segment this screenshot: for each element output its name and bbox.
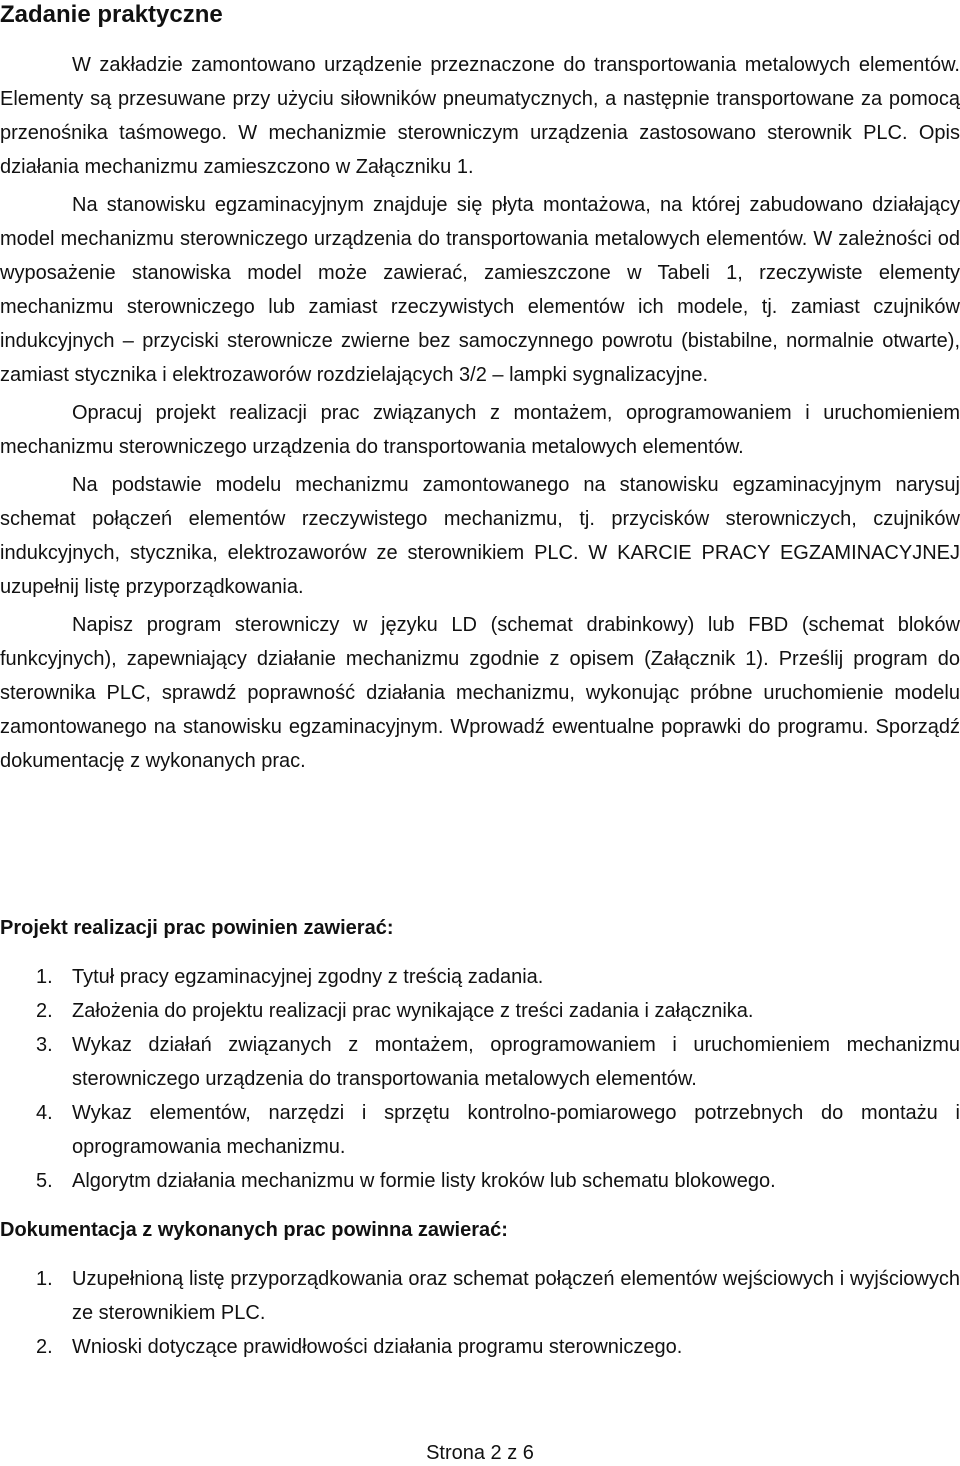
- list-number: 1.: [36, 1268, 53, 1290]
- list-text: Algorytm działania mechanizmu w formie listy kroków lub schematu blokowego.: [72, 1170, 776, 1192]
- paragraph-3: Opracuj projekt realizacji prac związanych z montażem, oprogramowaniem i uruchomieniem mechanizmu sterowniczego urządzenia do transportowania metalowych elementów.: [0, 402, 960, 458]
- list-number: 2.: [36, 1336, 53, 1358]
- list-item: [0, 1164, 960, 1198]
- list-text: Założenia do projektu realizacji prac wynikające z treści zadania i załącznika.: [72, 1000, 754, 1022]
- documentation-section-list: [0, 1262, 960, 1364]
- project-section-list: [0, 960, 960, 1198]
- list-number: 1.: [36, 966, 53, 988]
- task-description: [0, 48, 960, 782]
- project-section-title: Projekt realizacji prac powinien zawierać:: [0, 917, 394, 939]
- list-text: Wnioski dotyczące prawidłowości działania programu sterowniczego.: [72, 1336, 683, 1358]
- paragraph-4: Na podstawie modelu mechanizmu zamontowanego na stanowisku egzaminacyjnym narysuj schemat połączeń elementów rzeczywistego mechanizmu, tj. przycisków sterowniczych, czujników indukcyjnych, stycznika, elektrozaworów ze sterownikiem PLC. W KARCIE PRACY EGZAMINACYJNEJ uzupełnij listę przyporządkowania.: [0, 474, 960, 598]
- paragraph-5: Napisz program sterowniczy w języku LD (schemat drabinkowy) lub FBD (schemat bloków funkcyjnych), zapewniający działanie mechanizmu zgodnie z opisem (Załącznik 1). Prześlij program do sterownika PLC, sprawdź poprawność działania mechanizmu, wykonując próbne uruchomienie modelu zamontowanego na stanowisku egzaminacyjnym. Wprowadź ewentualne poprawki do programu. Sporządź dokumentację z wykonanych prac.: [0, 614, 960, 772]
- list-item: [0, 994, 960, 1028]
- list-number: 2.: [36, 1000, 53, 1022]
- list-text: Wykaz elementów, narzędzi i sprzętu kontrolno-pomiarowego potrzebnych do montażu i oprogramowania mechanizmu.: [72, 1102, 960, 1158]
- list-item: [0, 960, 960, 994]
- list-number: 5.: [36, 1170, 53, 1192]
- paragraph-1: W zakładzie zamontowano urządzenie przeznaczone do transportowania metalowych elementów. Elementy są przesuwane przy użyciu siłowników pneumatycznych, a następnie transportowane za pomocą przenośnika taśmowego. W mechanizmie sterowniczym urządzenia zastosowano sterownik PLC. Opis działania mechanizmu zamieszczono w Załączniku 1.: [0, 54, 960, 178]
- list-text: Tytuł pracy egzaminacyjnej zgodny z treścią zadania.: [72, 966, 544, 988]
- list-item: [0, 1262, 960, 1330]
- paragraph-2: Na stanowisku egzaminacyjnym znajduje się płyta montażowa, na której zabudowano działający model mechanizmu sterowniczego urządzenia do transportowania metalowych elementów. W zależności od wyposażenie stanowiska model może zawierać, zamieszczone w Tabeli 1, rzeczywiste elementy mechanizmu sterowniczego lub zamiast rzeczywistych elementów ich modele, tj. zamiast czujników indukcyjnych – przyciski sterownicze zwierne bez samoczynnego powrotu (bistabilne, normalnie otwarte), zamiast stycznika i elektrozaworów rozdzielających 3/2 – lampki sygnalizacyjne.: [0, 194, 960, 386]
- list-number: 3.: [36, 1034, 53, 1056]
- list-text: Wykaz działań związanych z montażem, oprogramowaniem i uruchomieniem mechanizmu sterowniczego urządzenia do transportowania metalowych elementów.: [72, 1034, 960, 1090]
- page-number: Strona 2 z 6: [426, 1442, 534, 1464]
- list-item: [0, 1096, 960, 1164]
- list-item: [0, 1330, 960, 1364]
- page-title: Zadanie praktyczne: [0, 1, 223, 28]
- list-number: 4.: [36, 1102, 53, 1124]
- list-item: [0, 1028, 960, 1096]
- documentation-section-title: Dokumentacja z wykonanych prac powinna zawierać:: [0, 1219, 508, 1241]
- list-text: Uzupełnioną listę przyporządkowania oraz schemat połączeń elementów wejściowych i wyjściowych ze sterownikiem PLC.: [72, 1268, 960, 1324]
